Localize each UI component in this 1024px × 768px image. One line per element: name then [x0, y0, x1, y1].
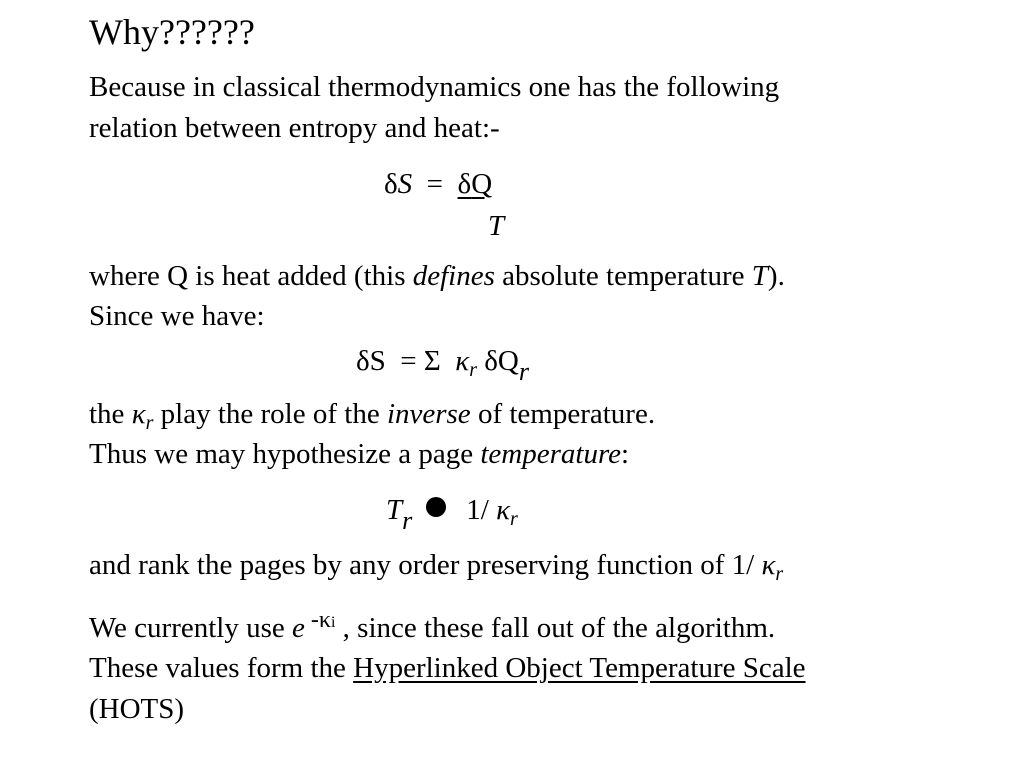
hots-abbrev-line: (HOTS): [89, 693, 185, 725]
hots-link[interactable]: Hyperlinked Object Temperature Scale: [353, 652, 806, 684]
since-line: Since we have:: [89, 300, 265, 332]
use-e: e: [292, 612, 305, 644]
eq3-T-sub: r: [402, 506, 413, 535]
use-part-1: We currently use: [89, 612, 292, 644]
where-part-3: ).: [767, 260, 785, 292]
temperature-proportionality: [386, 493, 518, 535]
use-exp-kappa: κ: [318, 607, 331, 633]
values-line: [89, 651, 806, 685]
eq3-T: T: [386, 494, 403, 526]
hypothesize-temperature: temperature: [480, 438, 622, 470]
eq1-lhs-delta: δ: [384, 168, 398, 200]
values-part-1: These values form the: [89, 652, 354, 684]
hypothesize-line: [89, 437, 629, 471]
role-part-2: play the role of the: [153, 398, 387, 430]
rank-kappa-sub: r: [775, 563, 784, 585]
where-T: T: [751, 260, 768, 292]
role-part-3: of temperature.: [470, 398, 656, 430]
use-exp-sub: i: [330, 614, 336, 631]
entropy-heat-equation: [384, 167, 492, 201]
use-exp-minus: -: [304, 607, 319, 633]
intro-line-1: Because in classical thermodynamics one has the following: [89, 71, 780, 103]
intro-line-2: relation between entropy and heat:-: [89, 112, 500, 144]
eq2-kappa-sub: r: [469, 359, 477, 381]
eq1-lhs-S: S: [397, 168, 413, 200]
role-kappa-sub: r: [145, 412, 154, 434]
where-line: [89, 259, 785, 293]
eq1-rhs-Q: Q: [471, 168, 493, 200]
rank-text: and rank the pages by any order preserving function of 1/: [89, 549, 762, 581]
role-line: [89, 397, 656, 434]
role-part-1: the: [89, 398, 132, 430]
where-part-1: where Q is heat added (this: [89, 260, 413, 292]
eq2-delta-Q: δQ: [484, 345, 519, 377]
eq3-rhs: 1/: [466, 494, 497, 526]
eq1-denominator: [488, 209, 504, 243]
use-part-2: , since these fall out of the algorithm.: [335, 612, 776, 644]
eq3-kappa: κ: [496, 494, 510, 526]
eq2-kappa: κ: [455, 345, 470, 377]
entropy-sum-equation: [356, 344, 529, 386]
where-defines: defines: [412, 260, 495, 292]
role-inverse: inverse: [386, 398, 471, 430]
eq2-delta-S: δS: [356, 345, 386, 377]
role-kappa: κ: [131, 398, 146, 430]
rank-line: [89, 548, 784, 585]
eq1-equals: =: [426, 168, 444, 200]
slide-title: Why??????: [89, 12, 255, 52]
eq2-equals-sigma: = Σ: [400, 345, 441, 377]
use-line: [89, 607, 776, 645]
eq1-denominator-T: T: [488, 210, 505, 242]
eq1-rhs-delta: δ: [457, 168, 472, 200]
eq3-kappa-sub: r: [510, 508, 518, 530]
eq1-numerator: [458, 168, 493, 200]
where-part-2: absolute temperature: [494, 260, 752, 292]
hypothesize-part-1: Thus we may hypothesize a page: [89, 438, 481, 470]
rank-kappa: κ: [761, 549, 776, 581]
proportional-bullet-icon: [426, 497, 446, 517]
eq2-q-sub: r: [518, 357, 529, 386]
hypothesize-part-2: :: [621, 438, 630, 470]
